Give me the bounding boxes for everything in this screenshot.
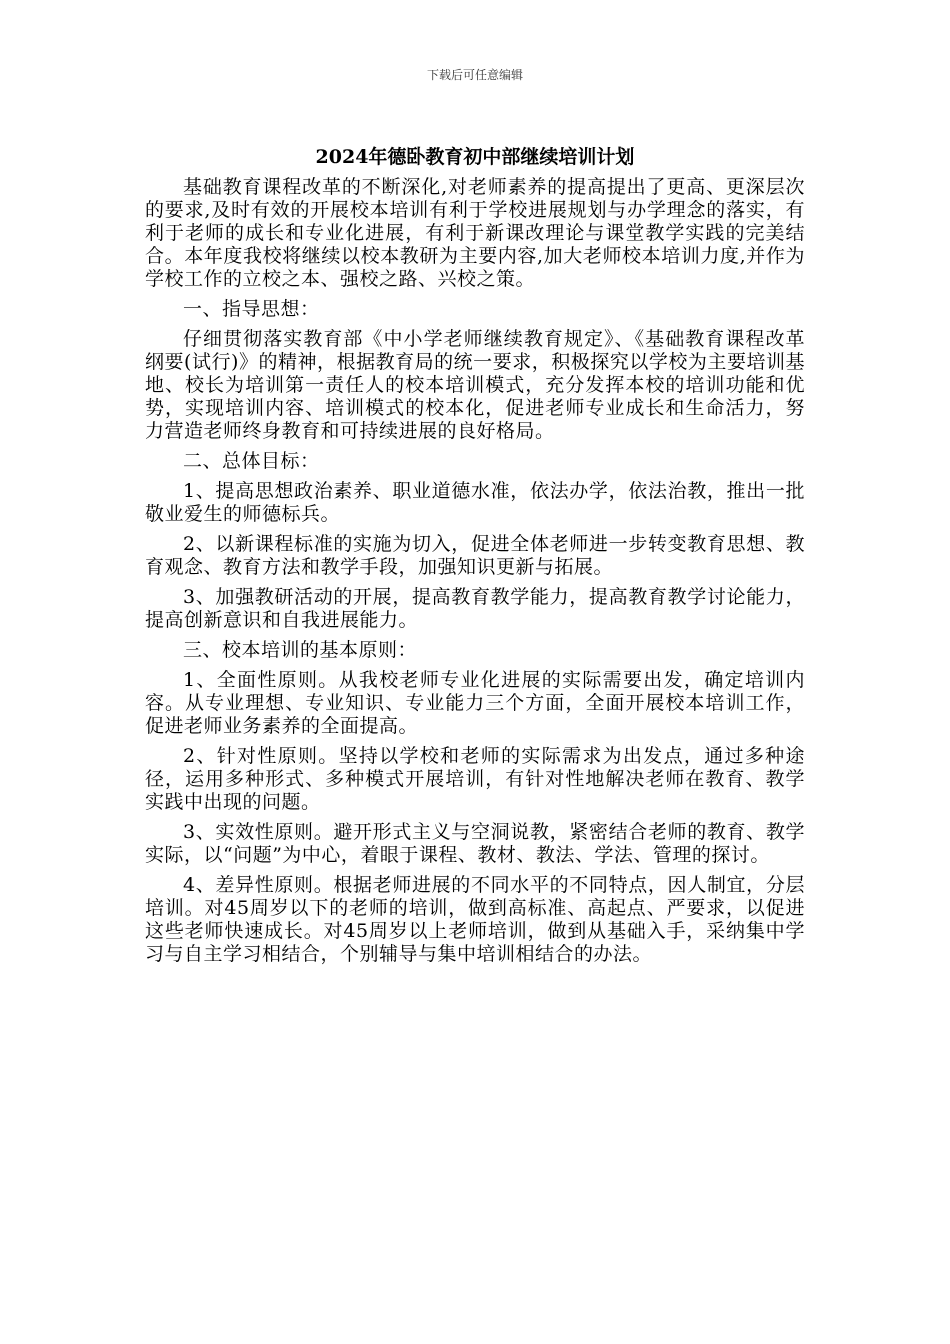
document-body: [145, 176, 805, 973]
section-heading-guiding-ideology: 一、指导思想：: [183, 298, 320, 320]
paragraph-intro: 基础教育课程改革的不断深化,对老师素养的提高提出了更高、更深层次的要求,及时有效的开展校本培训有利于学校进展规划与办学理念的落实，有利于老师的成长和专业化进展，有利于新课改理论与课堂教学实践的完美结合。本年度我校将继续以校本教研为主要内容,加大老师校本培训力度,并作为学校工作的立校之本、强校之路、兴校之策。: [145, 176, 805, 290]
paragraph-principle-3: 3、实效性原则。避开形式主义与空洞说教，紧密结合老师的教育、教学实际，以“问题”为中心，着眼于课程、教材、教法、学法、管理的探讨。: [145, 821, 805, 866]
document-title: 2024年德卧教育初中部继续培训计划: [315, 146, 635, 168]
paragraph-goal-3: 3、加强教研活动的开展，提高教育教学能力，提高教育教学讨论能力，提高创新意识和自我进展能力。: [145, 586, 805, 631]
paragraph-principle-1: 1、全面性原则。从我校老师专业化进展的实际需要出发，确定培训内容。从专业理想、专业知识、专业能力三个方面，全面开展校本培训工作，促进老师业务素养的全面提高。: [145, 669, 805, 737]
paragraph-guiding-ideology: 仔细贯彻落实教育部《中小学老师继续教育规定》、《基础教育课程改革纲要(试行)》的精神，根据教育局的统一要求，积极探究以学校为主要培训基地、校长为培训第一责任人的校本培训模式，充分发挥本校的培训功能和优势，实现培训内容、培训模式的校本化，促进老师专业成长和生命活力，努力营造老师终身教育和可持续进展的良好格局。: [145, 328, 805, 442]
section-heading-principles: 三、校本培训的基本原则：: [183, 639, 418, 661]
paragraph-principle-4: 4、差异性原则。根据老师进展的不同水平的不同特点，因人制宜，分层培训。对45周岁以下的老师的培训，做到高标准、高起点、严要求，以促进这些老师快速成长。对45周岁以上老师培训，做到从基础入手，采纳集中学习与自主学习相结合，个别辅导与集中培训相结合的办法。: [145, 874, 805, 965]
paragraph-principle-2: 2、针对性原则。坚持以学校和老师的实际需求为出发点，通过多种途径，运用多种形式、多种模式开展培训，有针对性地解决老师在教育、教学实践中出现的问题。: [145, 745, 805, 813]
paragraph-goal-1: 1、提高思想政治素养、职业道德水准，依法办学，依法治教，推出一批敬业爱生的师德标兵。: [145, 480, 805, 525]
header-note: 下载后可任意编辑: [426, 68, 523, 82]
paragraph-goal-2: 2、以新课程标准的实施为切入，促进全体老师进一步转变教育思想、教育观念、教育方法和教学手段，加强知识更新与拓展。: [145, 533, 805, 578]
section-heading-overall-goals: 二、总体目标：: [183, 450, 320, 472]
